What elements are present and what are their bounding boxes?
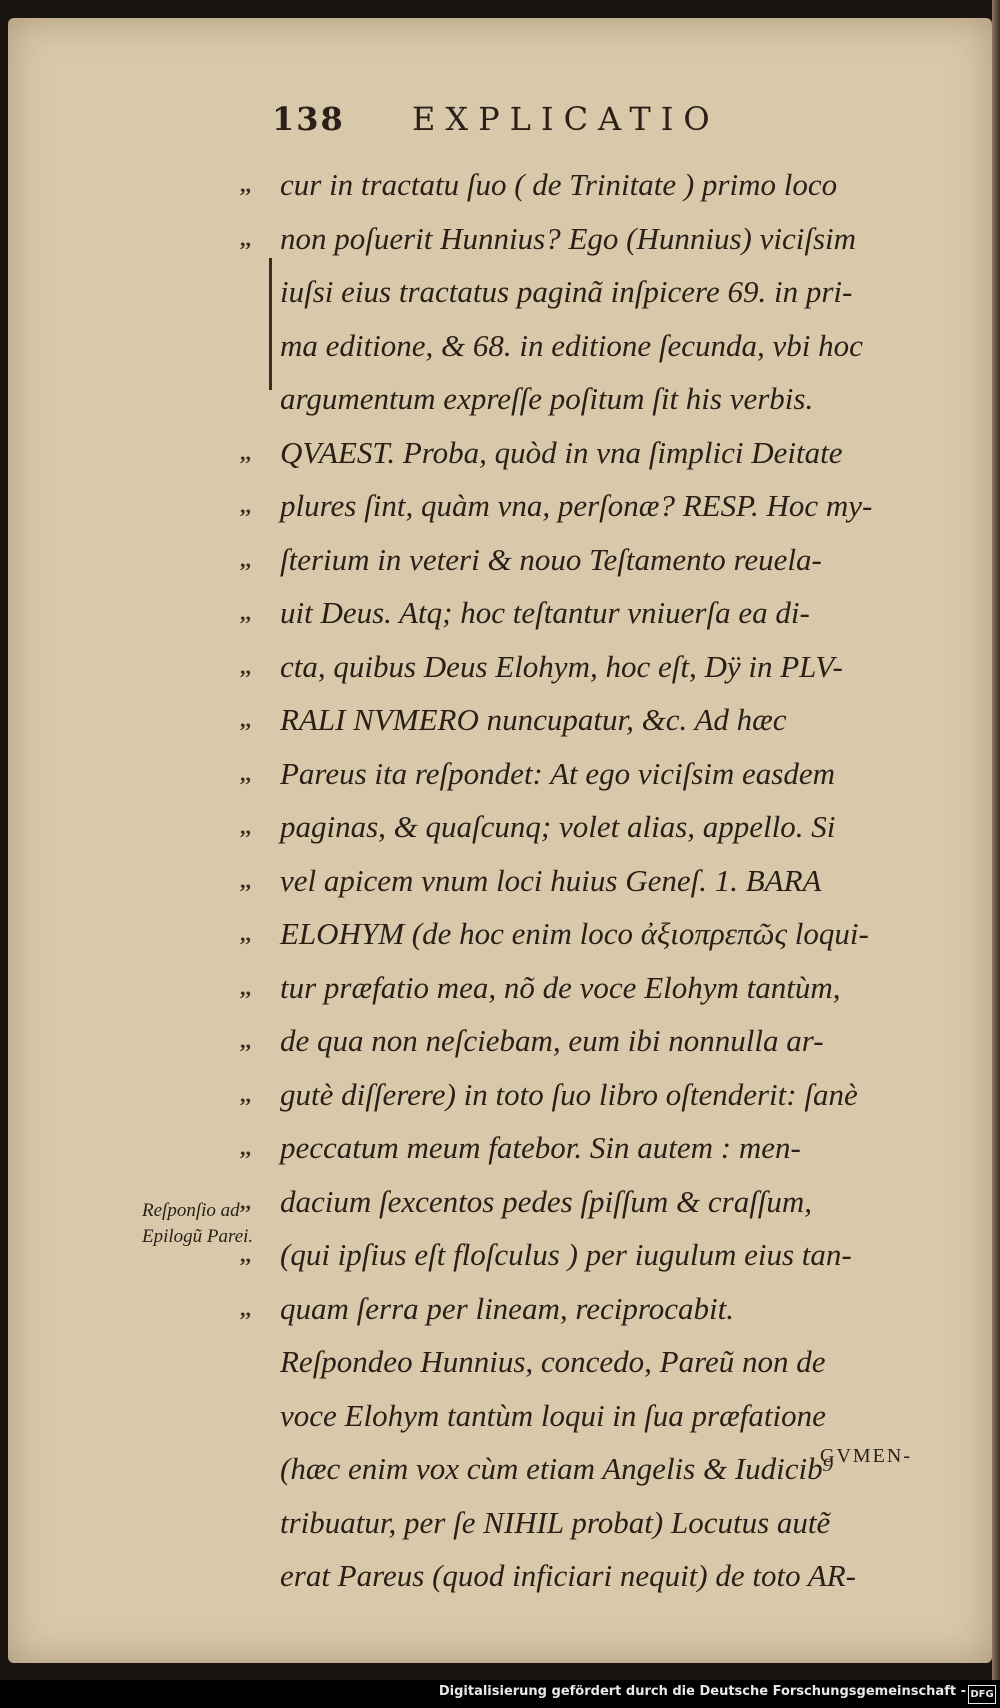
quote-mark: ,, (240, 1081, 251, 1107)
line-text: iuſsi eius tractatus paginã inſpicere 69. in pri- (280, 274, 853, 309)
line-text: Pareus ita reſpondet: At ego viciſsim easdem (280, 755, 836, 791)
running-title: EXPLICATIO (412, 100, 720, 138)
text-line (240, 372, 960, 426)
line-text: cta, quibus Deus Elohym, hoc eſt, Dÿ in PLV- (280, 648, 843, 684)
line-text: argumentum expreſſe poſitum ſit his verbis. (280, 381, 814, 416)
quote-mark: ,, (240, 814, 251, 839)
quote-mark: ,, (240, 1242, 251, 1267)
text-line (240, 854, 960, 908)
line-text: tur præfatio mea, nõ de voce Elohym tantùm, (280, 969, 841, 1005)
text-line (240, 1175, 960, 1229)
quote-mark: ,, (240, 974, 251, 1000)
quote-mark: ,, (240, 1188, 251, 1214)
quote-mark: ,, (240, 172, 251, 197)
text-line (240, 586, 960, 640)
line-text: ſterium in veteri & nouo Teſtamento reuela- (280, 541, 822, 577)
page-edge (992, 0, 1000, 1708)
text-line (240, 1549, 960, 1603)
line-text: vel apicem vnum loci huius Geneſ. 1. BARA (280, 862, 822, 898)
margin-note: Reſponſio ad Epilogũ Parei. (142, 1200, 254, 1247)
line-text: ma editione, & 68. in editione ſecunda, vbi hoc (280, 327, 863, 363)
dfg-logo-icon: DFG (968, 1685, 996, 1704)
line-text: non poſuerit Hunnius? Ego (Hunnius) viciſsim (280, 220, 857, 256)
quote-mark: ,, (240, 1028, 251, 1053)
line-text: RALI NVMERO nuncupatur, &c. Ad hæc (280, 702, 787, 737)
line-text: dacium ſexcentos pedes ſpiſſum & craſſum, (280, 1183, 813, 1219)
quote-mark: ,, (240, 546, 251, 572)
line-text: Reſpondeo Hunnius, concedo, Pareũ non de (280, 1344, 826, 1379)
text-line (240, 1496, 960, 1550)
line-text: QVAEST. Proba, quòd in vna ſimplici Deitate (280, 434, 843, 470)
line-text: peccatum meum fatebor. Sin autem : men- (280, 1130, 801, 1165)
text-line (240, 479, 960, 533)
line-text: uit Deus. Atq; hoc teſtantur vniuerſa ea di- (280, 595, 810, 630)
text-line (240, 158, 960, 212)
quote-mark: ,, (240, 439, 251, 465)
text-line (240, 747, 960, 801)
quote-mark: ,, (240, 1295, 251, 1321)
text-line (240, 907, 960, 961)
text-line (240, 1282, 960, 1336)
text-line (240, 212, 960, 266)
text-line (240, 426, 960, 480)
text-line (240, 1121, 960, 1175)
line-text: voce Elohym tantùm loqui in ſua præfatione (280, 1397, 826, 1433)
text-line (240, 1389, 960, 1443)
line-text: tribuatur, per ſe NIHIL probat) Locutus autẽ (280, 1504, 831, 1540)
text-line (240, 1335, 960, 1389)
line-text: quam ſerra per lineam, reciprocabit. (280, 1290, 735, 1326)
text-line (240, 533, 960, 587)
line-text: cur in tractatu ſuo ( de Trinitate ) primo loco (280, 167, 838, 202)
text-line (240, 319, 960, 373)
footer-bar (0, 1680, 1000, 1708)
quote-mark: ,, (240, 921, 251, 946)
quote-mark: ,, (240, 707, 251, 732)
line-text: gutè diſſerere) in toto ſuo libro oſtenderit: ſanè (280, 1076, 858, 1112)
text-line (240, 640, 960, 694)
line-text: (hæc enim vox cùm etiam Angelis & Iudicib⁹ (280, 1451, 834, 1486)
line-text: erat Pareus (quod inficiari nequit) de toto AR- (280, 1558, 856, 1593)
text-line (240, 265, 960, 319)
quote-mark: ,, (240, 600, 251, 625)
line-text: de qua non neſciebam, eum ibi nonnulla ar- (280, 1023, 824, 1058)
text-line (240, 693, 960, 747)
line-text: ELOHYM (de hoc enim loco ἀξιοπρεπῶς loqui- (280, 916, 869, 951)
quote-mark: ,, (240, 493, 251, 518)
quote-mark: ,, (240, 760, 251, 786)
quote-mark: ,, (240, 867, 251, 893)
quote-mark: ,, (240, 1135, 251, 1160)
text-line (240, 1068, 960, 1122)
text-line (240, 961, 960, 1015)
line-text: (qui ipſius eſt floſculus ) per iugulum eius tan- (280, 1237, 852, 1272)
quote-mark: ,, (240, 653, 251, 679)
line-text: plures ſint, quàm vna, perſonæ? RESP. Hoc my- (280, 488, 873, 523)
text-line (240, 1228, 960, 1282)
line-text: paginas, & quaſcunq; volet alias, appello. Si (280, 809, 836, 844)
quote-mark: ,, (240, 225, 251, 251)
footer-credit: Digitalisierung gefördert durch die Deutsche Forschungsgemeinschaft - (438, 1684, 966, 1699)
text-line (240, 800, 960, 854)
text-line (240, 1014, 960, 1068)
catchword: GVMEN- (820, 1445, 912, 1467)
text-body (240, 158, 960, 1603)
page-number: 138 (272, 100, 345, 138)
